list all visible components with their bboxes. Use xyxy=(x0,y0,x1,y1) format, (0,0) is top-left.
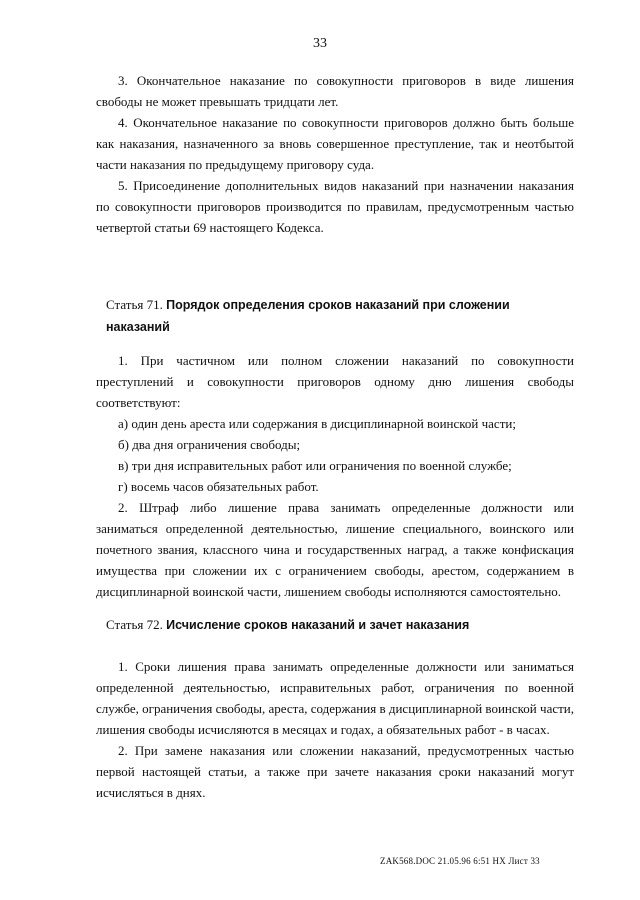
paragraph: 1. Сроки лишения права занимать определенные должности или заниматься определенной деятельностью, исправительных работ, ограничения по военной службе, ограничения свободы, ареста, содержания в дисциплинарной воинской части, лишения свободы исчисляются в месяцах и годах, а обязательных работ - в часах. xyxy=(96,659,574,737)
page-number: 33 xyxy=(313,36,327,51)
article-71-body xyxy=(96,350,574,602)
list-item: б) два дня ограничения свободы; xyxy=(118,437,301,452)
article-title: Порядок определения сроков наказаний при сложении наказаний xyxy=(106,298,510,334)
list-item: а) один день ареста или содержания в дисциплинарной воинской части; xyxy=(118,416,516,431)
paragraph: 2. Штраф либо лишение права занимать определенные должности или заниматься определенной деятельностью, лишение специального, воинского или почетного звания, классного чина и государственных наград, а также конфискация имущества при сложении их с ограничением свободы, арестом, содержанием в дисциплинарной воинской части, лишением свободы исполняются самостоятельно. xyxy=(96,500,574,599)
list-item: в) три дня исправительных работ или ограничения по военной службе; xyxy=(118,458,512,473)
article-number: Статья 71. xyxy=(106,297,163,312)
paragraph: 2. При замене наказания или сложении наказаний, предусмотренных частью первой настоящей статьи, а также при зачете наказания сроки наказаний могут исчисляться в днях. xyxy=(96,743,574,800)
article-72-heading xyxy=(106,614,566,636)
article-number: Статья 72. xyxy=(106,617,163,632)
article-71-heading xyxy=(106,294,566,338)
section-continuation xyxy=(96,70,574,238)
paragraph: 5. Присоединение дополнительных видов наказаний при назначении наказания по совокупности приговоров производится по правилам, предусмотренным частью четвертой статьи 69 настоящего Кодекса. xyxy=(96,178,574,235)
paragraph: 3. Окончательное наказание по совокупности приговоров в виде лишения свободы не может превышать тридцати лет. xyxy=(96,73,574,109)
article-72-body xyxy=(96,656,574,803)
paragraph: 1. При частичном или полном сложении наказаний по совокупности преступлений и совокупности приговоров одному дню лишения свободы соответствуют: xyxy=(96,353,574,410)
document-footer: ZAK568.DOC 21.05.96 6:51 НХ Лист 33 xyxy=(380,856,540,866)
article-title: Исчисление сроков наказаний и зачет наказания xyxy=(166,618,470,632)
list-item: г) восемь часов обязательных работ. xyxy=(118,479,319,494)
paragraph: 4. Окончательное наказание по совокупности приговоров должно быть больше как наказания, назначенного за вновь совершенное преступление, так и неотбытой части наказания по предыдущему приговору суда. xyxy=(96,115,574,172)
